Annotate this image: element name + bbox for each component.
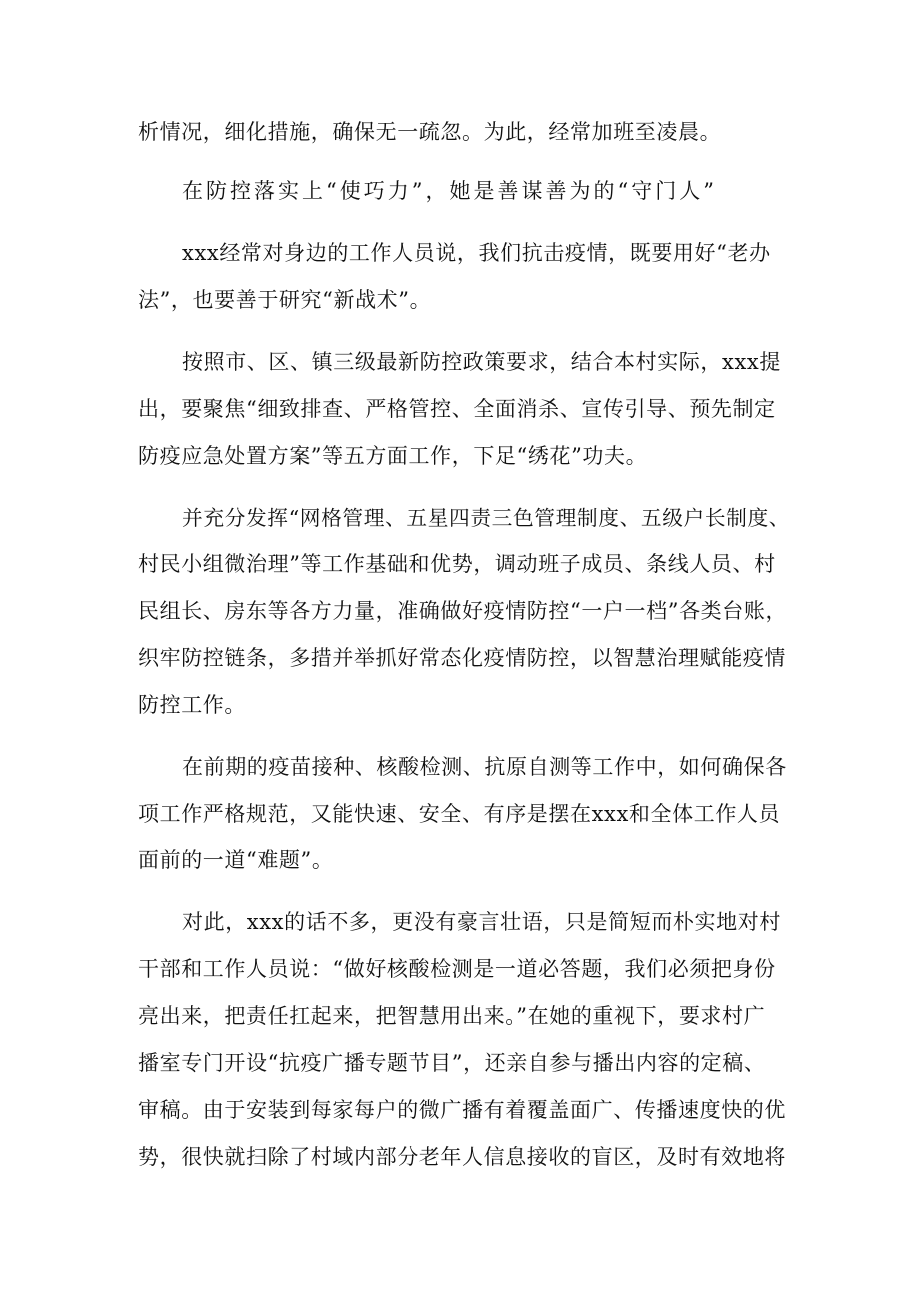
- text-line: 并充分发挥“网格管理、五星四责三色管理制度、五级户长制度、: [182, 506, 791, 530]
- text-line: 村民小组微治理”等工作基础和优势，调动班子成员、条线人员、村: [138, 552, 776, 576]
- section-subheading: 在防控落实上“使巧力”，她是善谋善为的“守门人”: [182, 179, 717, 203]
- text-line: 面前的一道“难题”。: [138, 848, 334, 872]
- text-line: 在前期的疫苗接种、核酸检测、抗原自测等工作中，如何确保各: [182, 755, 787, 779]
- text-line: 按照市、区、镇三级最新防控政策要求，结合本村实际，xxx提: [182, 350, 781, 374]
- text-line: 织牢防控链条，多措并举抓好常态化疫情防控，以智慧治理赋能疫情: [138, 646, 786, 670]
- text-line: 审稿。由于安装到每家每户的微广播有着覆盖面广、传播速度快的优: [138, 1098, 786, 1122]
- text-line: 防疫应急处置方案”等五方面工作，下足“绣花”功夫。: [138, 444, 648, 468]
- text-line: 出，要聚焦“细致排查、严格管控、全面消杀、宣传引导、预先制定: [138, 397, 776, 421]
- text-line: 防控工作。: [138, 693, 246, 717]
- text-line: 播室专门开设“抗疫广播专题节目”，还亲自参与播出内容的定稿、: [138, 1051, 766, 1075]
- text-line: 对此，xxx的话不多，更没有豪言壮语，只是简短而朴实地对村: [182, 910, 781, 934]
- text-line: 民组长、房东等各方力量，准确做好疫情防控“一户一档”各类台账，: [138, 599, 788, 623]
- text-line: 析情况，细化措施，确保无一疏忽。为此，经常加班至凌晨。: [138, 120, 722, 144]
- text-line: 法”，也要善于研究“新战术”。: [138, 288, 432, 312]
- text-line: xxx经常对身边的工作人员说，我们抗击疫情，既要用好“老办: [182, 241, 771, 265]
- text-line: 项工作严格规范，又能快速、安全、有序是摆在xxx和全体工作人员: [138, 802, 781, 826]
- text-line: 干部和工作人员说：“做好核酸检测是一道必答题，我们必须把身份: [138, 957, 776, 981]
- text-line: 亮出来，把责任扛起来，把智慧用出来。”在她的重视下，要求村广: [138, 1004, 766, 1028]
- text-line: 势，很快就扫除了村域内部分老年人信息接收的盲区，及时有效地将: [138, 1145, 786, 1169]
